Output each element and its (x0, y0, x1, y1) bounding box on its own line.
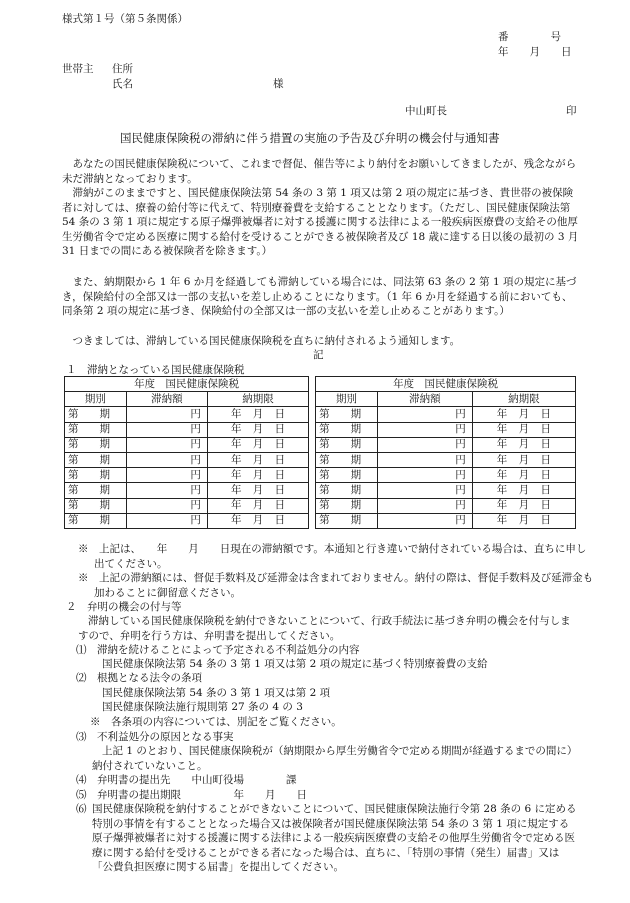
period-cell: 第 期 (65, 452, 127, 467)
name-label: 氏名 (112, 78, 133, 90)
item5-submission-deadline: ⑸ 弁明書の提出期限 年 月 日 (76, 789, 307, 801)
item3-heading: ⑶ 不利益処分の原因となる事実 (76, 731, 234, 743)
body-paragraph-3: また、納期限から 1 年 6 か月を経過しても滞納している場合には、同法第 63 条の 2 第 1 項の規定に基づき，保険給付の全部又は一部の支払いを差し止めることになります。（1 年 6 か月を経過する前においても、同条第 2 項の規定に基づき、保険給付の全部又は一部の支払いを差し止めることがあります。） (62, 276, 577, 318)
section1-note-1: ※ 上記は、 年 月 日現在の滞納額です。本通知と行き違いで納付されている場合は、直ちに申し出てください。 (78, 543, 587, 570)
amount-cell: 円 (126, 452, 207, 467)
due-date-cell: 年 月 日 (207, 422, 308, 437)
due-date-cell: 年 月 日 (207, 452, 308, 467)
period-cell: 第 期 (65, 437, 127, 452)
body-paragraph-4: つきましては、滞納している国民健康保険税を直ちに納付されるよう通知します。 (62, 335, 461, 347)
amount-cell: 円 (126, 437, 207, 452)
due-date-cell: 年 月 日 (207, 437, 308, 452)
due-date-cell: 年 月 日 (207, 483, 308, 498)
table-row (65, 422, 576, 437)
col-header-amount: 滞納額 (377, 392, 472, 407)
table-year-header-left: 年度 国民健康保険税 (65, 377, 309, 392)
col-header-period: 期別 (316, 392, 378, 407)
due-date-cell: 年 月 日 (472, 437, 575, 452)
amount-cell: 円 (126, 483, 207, 498)
table-row (65, 498, 576, 513)
due-date-cell: 年 月 日 (472, 407, 575, 422)
table-year-header-right: 年度 国民健康保険税 (316, 377, 576, 392)
seal-mark: 印 (566, 105, 577, 117)
amount-cell: 円 (377, 407, 472, 422)
period-cell: 第 期 (65, 498, 127, 513)
period-cell: 第 期 (316, 422, 378, 437)
body-paragraph-2: 滞納がこのままですと、国民健康保険法第 54 条の 3 第 1 項又は第 2 項の規定に基づき、貴世帯の被保険者に対しては、療養の給付等に代えて、特別療養費を支給することとなります。（ただし、国民健康保険法第 54 条の 3 第 1 項に規定する原子爆弾被爆者に対する援護に関する法律による一般疾病医療費の支給その他厚生労働省令で定める医療に関する給付を受けることができる被保険者及び 18 歳に達する日以後の最初の 3 月 31 日までの間にある被保険者を除きます。） (62, 187, 579, 258)
table-row (65, 452, 576, 467)
due-date-cell: 年 月 日 (207, 468, 308, 483)
amount-cell: 円 (377, 422, 472, 437)
setainushi-label: 世帯主 (62, 63, 94, 75)
period-cell: 第 期 (316, 437, 378, 452)
ki-marker: 記 (313, 349, 324, 361)
body-paragraph-1: あなたの国民健康保険税について、これまで督促、催告等により納付をお願いしてきましたが、残念ながら未だ滞納となっております。 (62, 158, 577, 185)
period-cell: 第 期 (65, 513, 127, 528)
item6-body: 国民健康保険税を納付することができないことについて、国民健康保険法施行令第 28 条の 6 に定める特別の事情を有することとなった場合又は被保険者が国民健康保険法第 54 条の 3 第 1 項に規定する原子爆弾被爆者に対する援護に関する法律による一般疾病医療費の支給その他厚生労働省令で定める医療に関する給付を受けることができる者になった場合は、直ちに、「特別の事情（発生）届書」又は「公費負担医療に関する届書」を提出してください。 (92, 803, 577, 874)
table-row (65, 468, 576, 483)
due-date-cell: 年 月 日 (472, 513, 575, 528)
amount-cell: 円 (377, 437, 472, 452)
amount-cell: 円 (126, 498, 207, 513)
amount-cell: 円 (126, 468, 207, 483)
item3-body: 上記 1 のとおり、国民健康保険税が（納期限から厚生労働省令で定める期間が経過するまでの間に）納付されていないこと。 (92, 745, 578, 772)
amount-cell: 円 (377, 452, 472, 467)
item2-line1: 国民健康保険法第 54 条の 3 第 1 項又は第 2 項 (102, 687, 331, 699)
table-row (65, 407, 576, 422)
period-cell: 第 期 (316, 407, 378, 422)
amount-cell: 円 (377, 483, 472, 498)
item6-marker: ⑹ (76, 803, 87, 815)
issue-date: 年 月 日 (498, 46, 572, 58)
period-cell: 第 期 (316, 483, 378, 498)
item4-submission-office: ⑷ 弁明書の提出先 中山町役場 課 (76, 774, 297, 786)
number-line: 番 号 (498, 31, 561, 43)
form-label: 様式第１号（第５条関係） (62, 13, 188, 25)
due-date-cell: 年 月 日 (472, 452, 575, 467)
arrears-table (64, 376, 576, 529)
due-date-cell: 年 月 日 (472, 498, 575, 513)
item1-body: 国民健康保険法第 54 条の 3 第 1 項又は第 2 項の規定に基づく特別療養費の支給 (102, 658, 488, 670)
issuer-name: 中山町長 (405, 105, 447, 117)
due-date-cell: 年 月 日 (207, 498, 308, 513)
col-header-amount: 滞納額 (126, 392, 207, 407)
period-cell: 第 期 (65, 483, 127, 498)
honorific: 様 (273, 78, 284, 90)
item1-heading: ⑴ 滞納を続けることによって予定される不利益処分の内容 (76, 644, 360, 656)
period-cell: 第 期 (316, 468, 378, 483)
due-date-cell: 年 月 日 (472, 422, 575, 437)
amount-cell: 円 (377, 498, 472, 513)
document-title: 国民健康保険税の滞納に伴う措置の実施の予告及び弁明の機会付与通知書 (120, 131, 500, 145)
section1-heading: １ 滞納となっている国民健康保険税 (66, 364, 245, 376)
section2-heading: ２ 弁明の機会の付与等 (66, 601, 182, 613)
amount-cell: 円 (126, 407, 207, 422)
section1-note-2: ※ 上記の滞納額には、督促手数料及び延滞金は含まれておりません。納付の際は、督促手数料及び延滞金も加わることに御留意ください。 (78, 572, 594, 599)
due-date-cell: 年 月 日 (207, 407, 308, 422)
period-cell: 第 期 (65, 468, 127, 483)
table-row (65, 437, 576, 452)
item2-heading: ⑵ 根拠となる法令の条項 (76, 672, 202, 684)
section2-intro: 滞納している国民健康保険税を納付できないことについて、行政手続法に基づき弁明の機会を付与しますので、弁明を行う方は、弁明書を提出してください。 (78, 615, 571, 642)
table-row (65, 483, 576, 498)
due-date-cell: 年 月 日 (472, 483, 575, 498)
address-label: 住所 (112, 63, 133, 75)
col-header-due: 納期限 (472, 392, 575, 407)
due-date-cell: 年 月 日 (207, 513, 308, 528)
amount-cell: 円 (126, 513, 207, 528)
amount-cell: 円 (377, 513, 472, 528)
col-header-period: 期別 (65, 392, 127, 407)
due-date-cell: 年 月 日 (472, 468, 575, 483)
col-header-due: 納期限 (207, 392, 308, 407)
amount-cell: 円 (377, 468, 472, 483)
period-cell: 第 期 (316, 498, 378, 513)
item2-line2: 国民健康保険法施行規則第 27 条の 4 の 3 (102, 701, 303, 713)
period-cell: 第 期 (65, 407, 127, 422)
item2-note: ※ 各条項の内容については、別記をご覧ください。 (90, 716, 342, 728)
period-cell: 第 期 (316, 513, 378, 528)
table-row (65, 513, 576, 528)
period-cell: 第 期 (65, 422, 127, 437)
period-cell: 第 期 (316, 452, 378, 467)
amount-cell: 円 (126, 422, 207, 437)
